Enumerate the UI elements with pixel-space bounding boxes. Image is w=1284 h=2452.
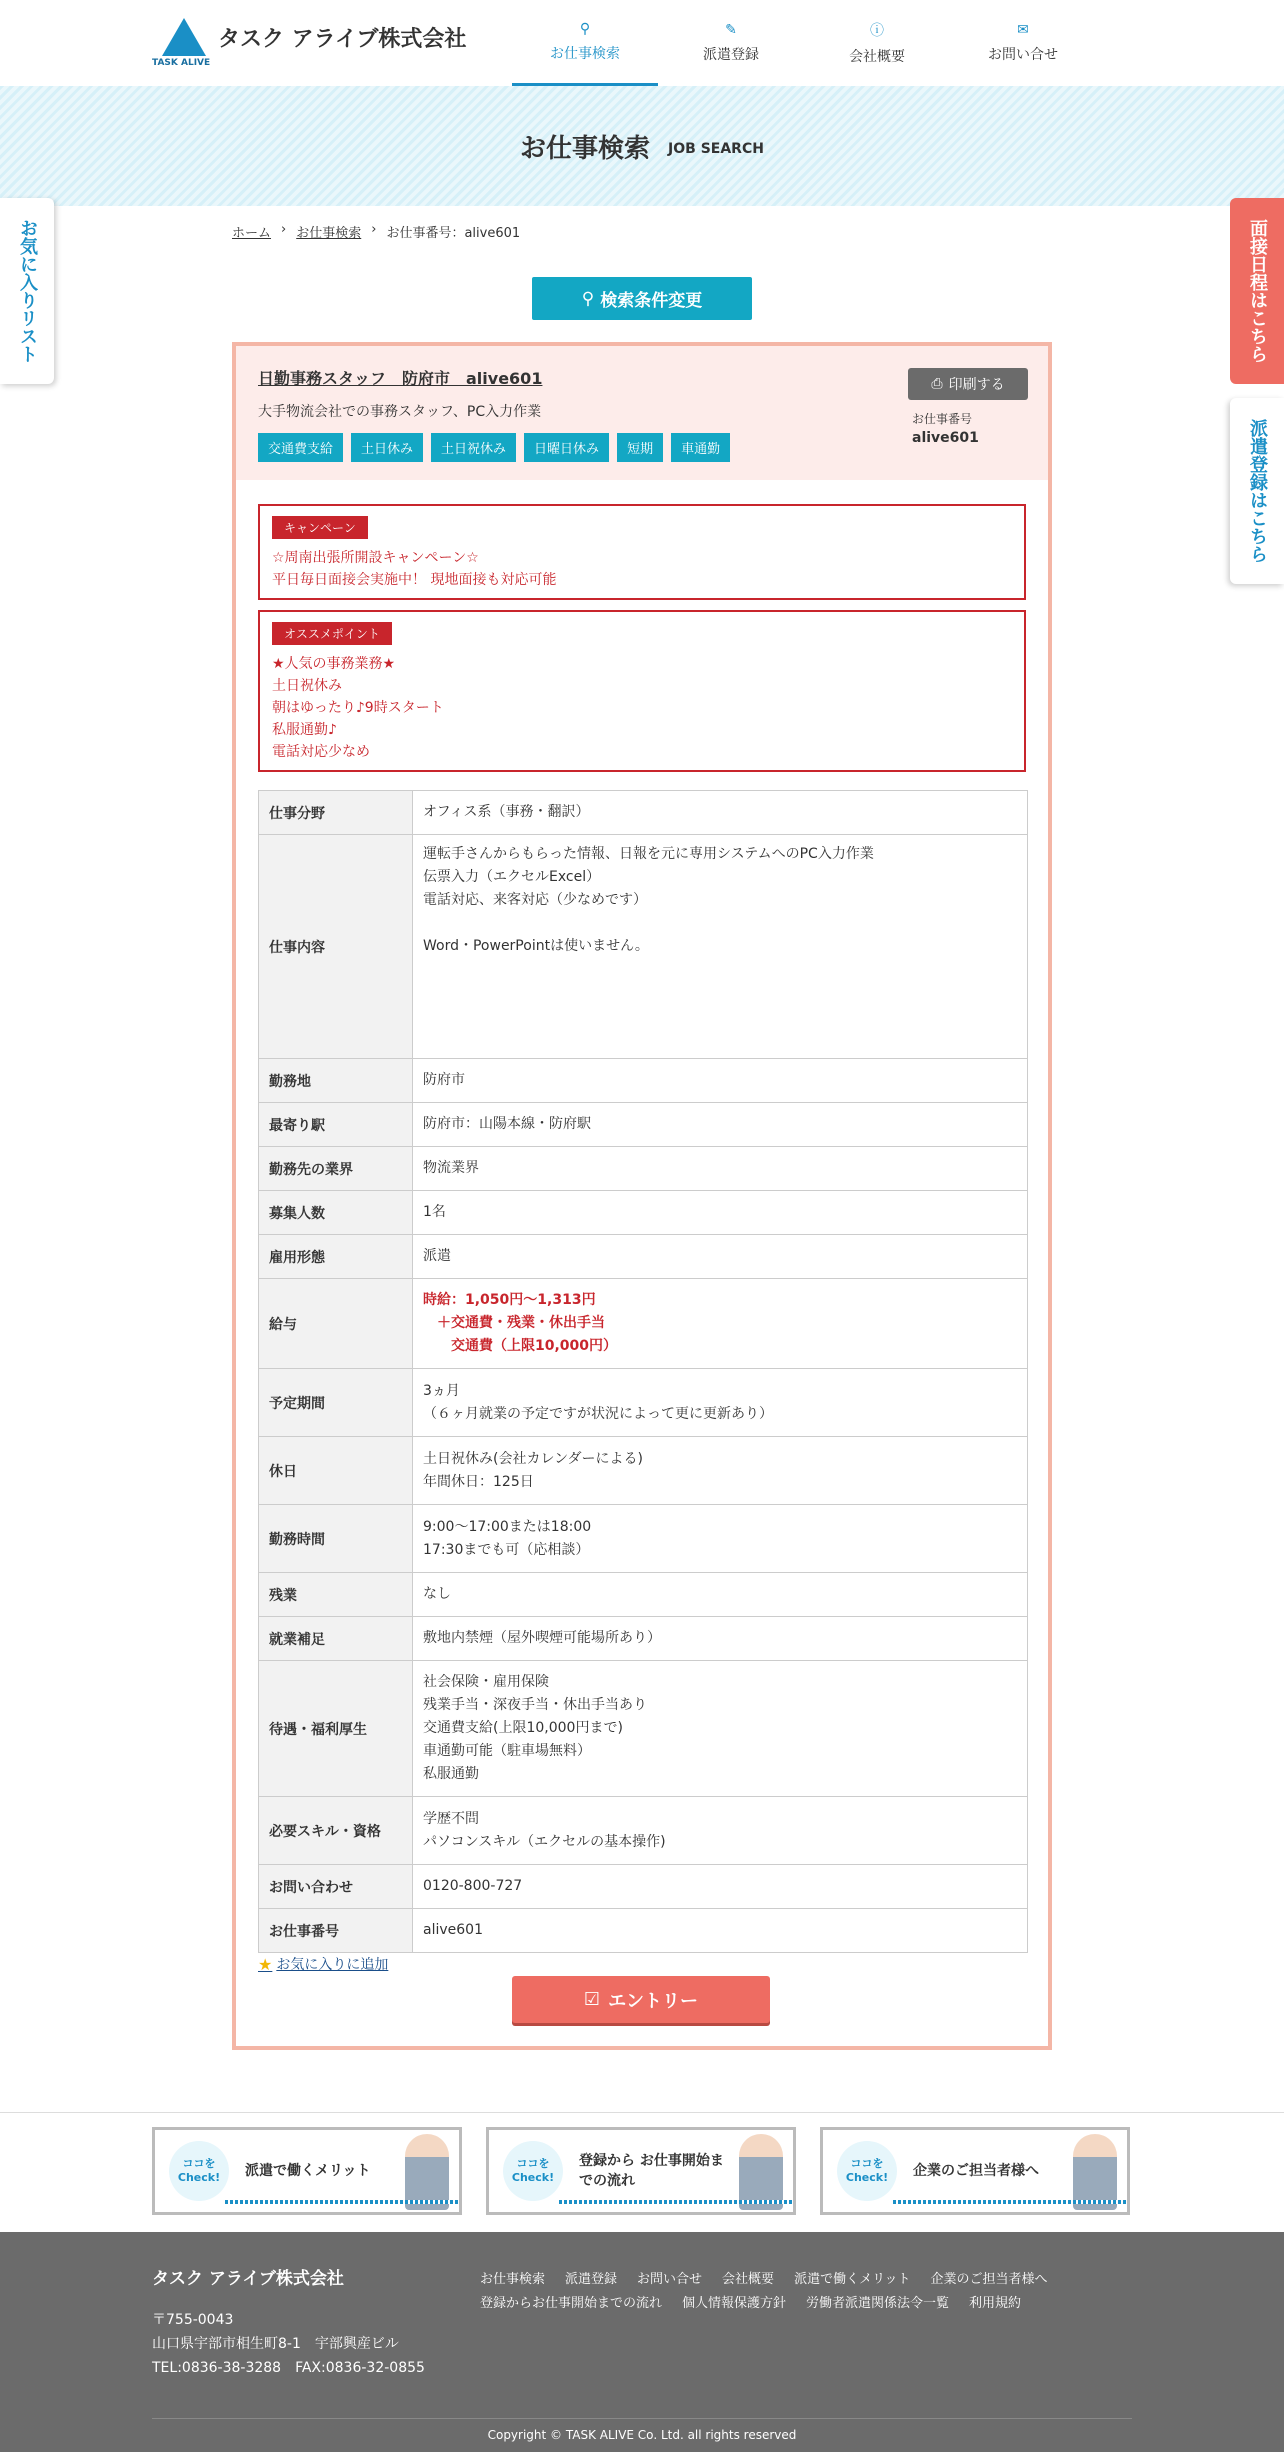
footer-link[interactable]: お問い合せ [637,2272,703,2287]
spec-value-line: 17:30までも可（応相談） [423,1541,590,1558]
spec-key: 待遇・福利厚生 [259,1661,413,1797]
breadcrumb-search[interactable]: お仕事検索 [296,226,362,241]
star-icon: ★ [258,1954,273,1974]
spec-key: 雇用形態 [259,1235,413,1279]
spec-value-line: alive601 [423,1922,483,1938]
job-tag: 土日休み [351,433,423,462]
spec-value [413,835,1028,1059]
spec-key: お問い合わせ [259,1865,413,1909]
spec-value-line: 電話対応、来客対応（少なめです） [423,892,647,908]
spec-value [413,1147,1028,1191]
chevron-right-icon: › [281,222,287,237]
job-number: alive601 [912,430,979,446]
footer-phone: TEL:0836-38-3288 FAX:0836-32-0855 [152,2360,425,2376]
spec-value-line: 9:00～17:00または18:00 [423,1518,592,1535]
print-button[interactable] [908,368,1028,400]
nav-company[interactable] [804,0,950,86]
footer-street: 山口県宇部市相生町8-1 宇部興産ビル [152,2336,399,2352]
breadcrumb-current: お仕事番号：alive601 [386,226,521,241]
recommend-line: 朝はゆったり♪9時スタート [272,700,444,716]
spec-value-line: 1名 [423,1204,446,1220]
campaign-line: 平日毎日面接会実施中！ 現地面接も対応可能 [272,572,557,588]
spec-value-line: 3ヵ月 [423,1382,460,1399]
pencil-icon: ✎ [725,22,737,38]
nav-register[interactable] [658,0,804,86]
company-logo[interactable] [152,18,466,70]
spec-value [413,1191,1028,1235]
copyright: Copyright © TASK ALIVE Co. Ltd. all rights reserved [487,2428,797,2442]
spec-row [259,1797,1028,1865]
job-header [236,346,1048,480]
spec-key: 休日 [259,1437,413,1505]
page-subtitle: JOB SEARCH [668,141,764,157]
spec-value-line: 車通勤可能（駐車場無料） [423,1743,591,1759]
main-nav [512,0,1096,86]
footer-link[interactable]: 登録からお仕事開始までの流れ [480,2296,663,2311]
promo-text: 派遣で働くメリット [245,2163,371,2179]
recommend-box [258,610,1026,772]
person-illustration-icon [739,2134,783,2210]
spec-row [259,1661,1028,1797]
spec-row [259,1369,1028,1437]
spec-key: 勤務先の業界 [259,1147,413,1191]
promo-stripe [225,2200,459,2204]
breadcrumb-home[interactable]: ホーム [232,226,272,241]
favorites-list-tab[interactable]: お気に入りリスト [0,198,54,384]
job-tag: 車通勤 [671,433,730,462]
spec-value-line [423,912,1017,935]
spec-value-line: 防府市：山陽本線・防府駅 [423,1116,591,1132]
spec-value-line: 派遣 [423,1248,451,1264]
spec-key: 給与 [259,1279,413,1369]
spec-value [413,1437,1028,1505]
entry-label: エントリー [608,1990,699,2012]
nav-label: お問い合せ [988,47,1058,63]
spec-value-line [423,981,1017,1004]
promo-text: 登録から お仕事開始までの流れ [579,2153,724,2189]
spec-value-line: （６ヶ月就業の予定ですが状況によって更に更新あり） [423,1405,773,1422]
footer-link[interactable]: 派遣登録 [565,2272,618,2287]
spec-key: 必要スキル・資格 [259,1797,413,1865]
job-title[interactable]: 日勤事務スタッフ 防府市 alive601 [258,369,543,388]
nav-label: 会社概要 [849,49,905,65]
interview-schedule-tab[interactable]: 面接日程はこちら [1230,198,1284,384]
promo-text: 企業のご担当者様へ [913,2163,1039,2179]
job-detail [232,342,1052,2050]
page-banner [0,86,1284,206]
footer-divider [152,2418,1132,2419]
spec-value [413,791,1028,835]
spec-value-line: 物流業界 [423,1160,479,1176]
breadcrumb [232,222,520,241]
footer-link[interactable]: 企業のご担当者様へ [930,2272,1048,2287]
spec-row [259,1147,1028,1191]
site-header [0,0,1284,86]
spec-key: 予定期間 [259,1369,413,1437]
job-tag: 土日祝休み [431,433,516,462]
promo-stripe [893,2200,1127,2204]
spec-value-line: 学歴不問 [423,1810,479,1827]
spec-row [259,1191,1028,1235]
info-icon: ⓘ [870,23,884,39]
footer-link[interactable]: 会社概要 [722,2272,775,2287]
logo-sub-text: TASK ALIVE [152,58,211,68]
job-tags [258,433,1026,462]
add-favorite-link[interactable] [258,1954,388,1974]
spec-value-line: 土日祝休み(会社カレンダーによる) [423,1450,644,1467]
spec-value-line: 0120-800-727 [423,1878,523,1894]
footer-company-name: タスク アライブ株式会社 [152,2269,344,2289]
spec-value-line: 私服通勤 [423,1766,479,1782]
logo-mark-icon [152,18,212,70]
spec-value-line [423,958,1017,981]
spec-value-line: オフィス系（事務・翻訳） [423,804,590,820]
nav-contact[interactable] [950,0,1096,86]
job-subtitle: 大手物流会社での事務スタッフ、PC入力作業 [258,404,542,420]
spec-value [413,1369,1028,1437]
print-label: 印刷する [948,377,1005,393]
spec-key: 募集人数 [259,1191,413,1235]
spec-value-line: 時給：1,050円～1,313円 [423,1292,596,1308]
spec-value-line: 年間休日：125日 [423,1473,534,1490]
footer-link[interactable]: 個人情報保護方針 [682,2296,787,2311]
job-number-label: お仕事番号 [912,412,973,426]
spec-row [259,1505,1028,1573]
spec-value-line: 敷地内禁煙（屋外喫煙可能場所あり） [423,1630,661,1646]
spec-key: 仕事内容 [259,835,413,1059]
check-badge: ココを Check! [503,2141,563,2201]
promo-corporate[interactable] [820,2127,1130,2215]
page-title: お仕事検索 [520,133,651,164]
spec-value-line: 伝票入力（エクセルExcel） [423,869,601,885]
promo-merit[interactable] [152,2127,462,2215]
person-illustration-icon [405,2134,449,2210]
footer-link[interactable]: 労働者派遣関係法令一覧 [806,2296,950,2311]
spec-value-line: 残業手当・深夜手当・休出手当あり [423,1697,647,1713]
spec-row [259,1909,1028,1953]
person-illustration-icon [1073,2134,1117,2210]
spec-row [259,791,1028,835]
recommend-line: ★人気の事務業務★ [272,656,396,672]
spec-value [413,1909,1028,1953]
check-badge: ココを Check! [837,2141,897,2201]
change-search-button[interactable] [532,277,752,320]
spec-value [413,1059,1028,1103]
spec-row [259,1103,1028,1147]
recommend-label: オススメポイント [272,622,392,645]
spec-value [413,1865,1028,1909]
spec-value-line: 交通費（上限10,000円） [423,1338,618,1354]
footer-address [152,2308,425,2380]
spec-key: 最寄り駅 [259,1103,413,1147]
campaign-box [258,504,1026,600]
spec-value [413,1505,1028,1573]
job-tag: 日曜日休み [524,433,609,462]
spec-value-line [423,1004,1017,1027]
promo-divider [0,2112,1284,2113]
recommend-line: 土日祝休み [272,678,342,694]
spec-row [259,1437,1028,1505]
spec-value [413,1279,1028,1369]
job-tag: 交通費支給 [258,433,343,462]
spec-value-line: 交通費支給(上限10,000円まで) [423,1720,623,1736]
spec-value-line: Word・PowerPointは使いません。 [423,938,649,954]
chevron-right-icon: › [371,222,377,237]
check-badge: ココを Check! [169,2141,229,2201]
spec-key: 勤務時間 [259,1505,413,1573]
spec-row [259,1617,1028,1661]
job-tag: 短期 [617,433,663,462]
promo-stripe [559,2200,793,2204]
spec-key: 残業 [259,1573,413,1617]
search-icon: ⚲ [581,288,595,309]
spec-row [259,1059,1028,1103]
mail-icon: ✉ [1017,22,1029,38]
promo-flow[interactable] [486,2127,796,2215]
spec-value-line: 防府市 [423,1072,465,1088]
search-icon: ⚲ [579,20,591,37]
spec-row [259,1279,1028,1369]
printer-icon: ⎙ [931,376,943,392]
footer-link[interactable]: 利用規約 [969,2296,1022,2311]
spec-value [413,1661,1028,1797]
spec-value [413,1797,1028,1865]
spec-value-line: ＋交通費・残業・休出手当 [423,1315,605,1331]
campaign-line: ☆周南出張所開設キャンペーン☆ [272,550,479,566]
spec-key: 就業補足 [259,1617,413,1661]
spec-value-line [423,1027,1017,1050]
register-tab[interactable]: 派遣登録はこちら [1230,398,1284,584]
spec-row [259,1573,1028,1617]
change-search-label: 検索条件変更 [600,291,703,311]
spec-row [259,1235,1028,1279]
checkbox-icon: ☑ [583,1989,601,2010]
spec-value-line: 社会保険・雇用保険 [423,1674,549,1690]
spec-row [259,835,1028,1059]
spec-key: 仕事分野 [259,791,413,835]
spec-key: お仕事番号 [259,1909,413,1953]
nav-label: お仕事検索 [550,45,620,62]
add-favorite-label: お気に入りに追加 [276,1957,389,1973]
nav-job-search[interactable] [512,0,658,86]
nav-label: 派遣登録 [703,47,759,63]
recommend-line: 電話対応少なめ [272,744,370,760]
footer-link[interactable]: お仕事検索 [480,2272,546,2287]
footer-link[interactable]: 派遣で働くメリット [794,2272,911,2287]
campaign-label: キャンペーン [272,516,368,539]
spec-value-line: 運転手さんからもらった情報、日報を元に専用システムへのPC入力作業 [423,846,874,862]
site-footer [0,2232,1284,2452]
entry-button[interactable] [512,1976,770,2023]
spec-value [413,1617,1028,1661]
spec-value [413,1573,1028,1617]
footer-zip: 〒755-0043 [152,2312,234,2328]
recommend-line: 私服通勤♪ [272,722,337,738]
job-spec-table [258,790,1028,1953]
spec-value [413,1103,1028,1147]
spec-value [413,1235,1028,1279]
spec-row [259,1865,1028,1909]
spec-key: 勤務地 [259,1059,413,1103]
spec-value-line: なし [423,1586,451,1602]
company-name: タスク アライブ株式会社 [218,26,467,52]
spec-value-line: パソコンスキル（エクセルの基本操作) [423,1833,666,1850]
footer-links [480,2268,1100,2316]
